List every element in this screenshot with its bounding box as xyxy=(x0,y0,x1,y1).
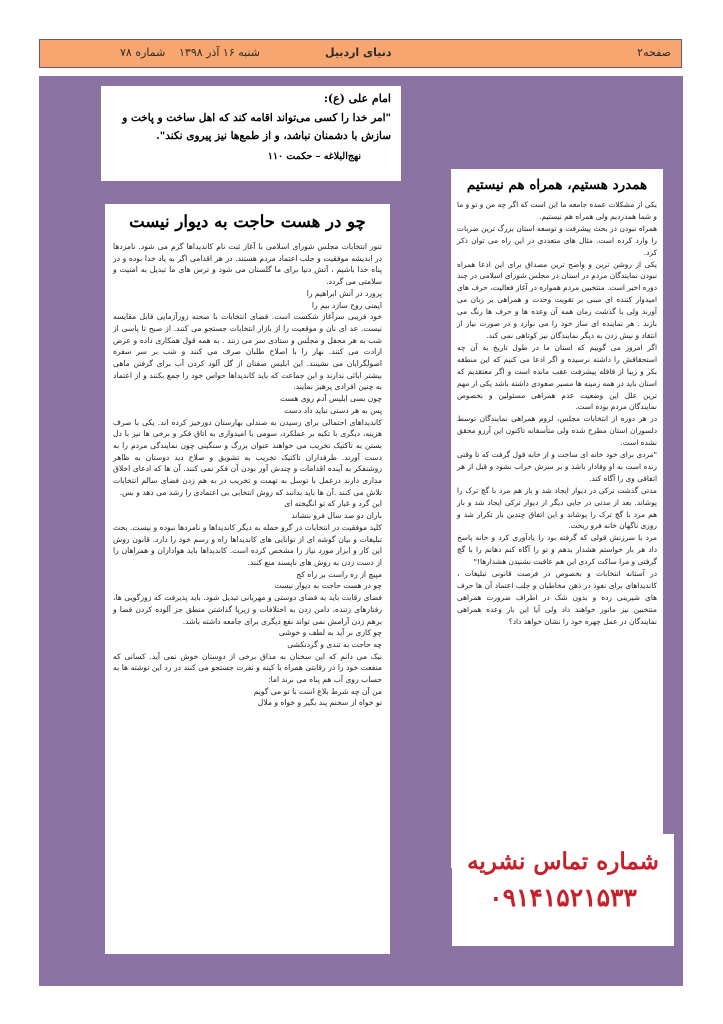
right-paragraph: مرد با سرزنش قولی که گرفته بود را یادآوری کرد و خانه پاسخ داد هر بار خواستم هشدار بدهم و تو را آگاه کنم دهانم را با گچ گرفتی و مرا ساکت کردی این هم عاقبت نشنیدن هشدارها!" xyxy=(457,533,657,567)
right-paragraph: در آستانه انتخابات و بخصوص در فرصت قانونی تبلیغات ، کاندیداهای برای نفوذ در ذهن مخاطبان و جلب اعتماد آن ها حرف های شیرینی زده و بدون شک در اطراف ضرورت همراهی منتخبین نیز مانور خواهند داد ولی آیا این بار وعده همراهی نمایندگان در عمل چهره خود را نشان خواهد داد؟ xyxy=(457,569,657,626)
right-article xyxy=(451,169,663,868)
left-paragraph: کلید موفقیت در انتخابات در گرو حمله به دیگر کاندیداها و نامزدها نبوده و نیست. بحث تبلیغات و بیان گوشه ای از توانایی های کاندیداها راه و رسم خود را دارد. قانون روش این کار و ابزار مورد نیاز را مشخص کرده است. کاندیداها باید هواداران و همراهان را از دست زدن به روش های ناپسند منع کنند. xyxy=(113,522,382,567)
left-paragraph: خود فریبی سرآغاز شکست است. فضای انتخابات با صحنه زورآزمایی قابل مقایسه نیست. عد ای نان و موقعیت را از بازار انتخابات جستجو می کنند. از صبح تا پاسی از شب به هر محفل و مجلس و ستادی سر می زنند . به همه قول همکاری داده و عرض ارادت می کنند. نهار را با اصلاح طلبان صرف می کنند و شب بر سر سفره اصولگرایان می نشینند. این ابلیس صفتان از گل آلود کردن آب برای گرفتن ماهی بیشتر ابائی ندارند و این جماعت که باید کاندیداها حواس خود را جمع بکنند و از اعتماد به چنین افرادی پرهیز نمایند. xyxy=(113,312,382,392)
right-paragraph: "مردی برای خود خانه ای ساخت و از خانه قول گرفت که تا وقتی زنده است به او وفادار باشد و بر سرش خراب نشود و قبل از هر اتفاقی وی را آگاه کند. xyxy=(457,450,657,483)
left-verse: باران دو صد سال فرو ننشاند xyxy=(291,511,382,521)
contact-title: شماره تماس نشریه xyxy=(467,848,659,875)
right-paragraph: همراه نبودن در بحث پیشرفت و توسعه استان بزرگ ترین ضربات را وارد کرده است. مثال های متعددی در این راه می توان ذکر کرد. xyxy=(457,223,657,257)
publication-title: دنیای اردبیل xyxy=(325,46,392,59)
issue-date: شنبه ۱۶ آذر ۱۳۹۸ xyxy=(179,46,260,59)
left-verse: چو کاری بر آید به لطف و خوشی xyxy=(278,628,382,638)
left-paragraph: تنور انتخابات مجلس شورای اسلامی با آغاز ثبت نام کاندیداها گرم می شود. نامزدها در اندیشه موفقیت و جلب اعتماد مردم هستند. در هر اقدامی اگر به یاد خدا بوده و در پناه خدا باشیم ، آتش دنیا برای ما گلستان می شود و ترس های ما تبدیل به امنیت و سلامتی می گردد. xyxy=(113,242,382,287)
left-verse: ایمنی روح سازد بیم را xyxy=(311,300,382,310)
right-paragraph: اگر امروز می گوییم که استان ما در طول تاریخ به آن چه استحقاقش را داشته نرسیده و اگر ادعا می کنیم که این منطقه بکر و زیبا از قافله پیشرفت عقب مانده است و اگر معتقدیم که استان باید در همه زمینه ها مسیر صعودی داشته باشد یکی از مهم ترین علل این وضعیت عدم همراهی مسئولین و بخصوص نمایندگان مردم بوده است. xyxy=(457,342,657,412)
left-paragraph: فضای رقابت باید به فضای دوستی و مهربانی تبدیل شود. باید پذیرفت که زورگویی ها، رفتارهای زننده، دامن زدن به اختلافات و زیرپا گذاشتن منطق جز آلوده کردن فضا و برهم زدن آرامش نمی تواند نفع دیگری برای جامعه داشته باشد. xyxy=(113,593,382,626)
contact-phone-number[interactable]: ۰۹۱۴۱۵۲۱۵۳۳ xyxy=(489,883,637,912)
left-verse: من آن چه شرط بلاغ است با تو می گویم xyxy=(253,686,382,696)
left-verse: این گرد و غبار که تو انگیخته ای xyxy=(284,499,382,509)
page-header xyxy=(39,39,682,68)
left-verse: چه حاجت به تندی و گردنکشی xyxy=(287,639,382,649)
left-verse: پرورد در آتش ابراهیم را xyxy=(306,288,382,298)
left-verse: چون بسی ابلیس آدم روی هست xyxy=(280,394,382,404)
left-paragraph: نیک می دانم که این سخنان به مذاق برخی از دوستان خوش نمی آید. کسانی که منفعت خود را در رقابتی همراه با کینه و نفرت جستجو می کنند در رد این نوشته ها به حساب روی آب هم پناه می برند اما: xyxy=(113,651,382,685)
left-verse: تو خواه از سخنم پند بگیر و خواه و ملال xyxy=(257,698,382,708)
right-paragraph: یکی از روشن ترین و واضح ترین مصداق برای این ادعا همراه نبودن نمایندگان مردم در استان در مجلس شورای اسلامی در چند دوره اخیر است. منتخبین مردم همواره در آغاز فعالیت، حرف های امیدوار کننده ای مبنی بر تقویت وحدت و همراهی بر زبان می آورند ولی با گذشت زمان همه آن وعده ها و حرف ها رنگ می بازند . هر نماینده ای ساز خود را می نوازد و در صورت نیاز از انتقاد و نیش زدن به دیگر نمایندگان نیز کوتاهی نمی کند. xyxy=(457,259,657,340)
page-frame xyxy=(39,76,683,986)
right-paragraph: در هر دوره از انتخابات مجلس، لزوم همراهی نمایندگان توسط دلسوزان استان مطرح شده ولی متأسفانه تاکنون این آرزو محقق نشده است. xyxy=(457,414,657,448)
quote-source: نهج‌البلاغه – حکمت ۱۱۰ xyxy=(267,151,361,162)
right-paragraph: یکی از مشکلات عمده جامعه ما این است که اگر چه من و تو و ما و شما همدردیم ولی همراه هم نیستیم. xyxy=(457,200,657,221)
left-paragraph: کاندیداهای احتمالی برای رسیدن به صندلی بهارستان دورخیز کرده اند. یکی با صرف هزینه، دیگری با تکیه بر عملکرد، سومی با امیدواری به اتاق فکر و برخی ها نیز با دل بستن به تاکتیک تخریب می خواهند عنوان بزرگ و سنگینی چون نمایندگی مردم را به دست آورند. طرفداران تاکتیک تخریب به تشویق و صلاح دید دوستان به ظاهر روشنفکر به آینده اقدامات و چندش آور بودن آن فکر نمی کنند. آن ها که ادعای اخلاق مداری دارند درعمل با توسل به تهمت و تخریب در به هم زدن فضای سالم انتخابات تلاش می کنند .آن ها باید بدانند که روش انتخابی بی اعتمادی را رشد می دهد و بس. xyxy=(113,417,382,497)
quote-author: امام علی (ع): xyxy=(323,92,391,105)
left-verse: چو در هست حاجت به دیوار نیست xyxy=(274,581,382,591)
left-verse: مپیچ از ره راست بر راه کج xyxy=(296,569,382,579)
issue-number: شماره ۷۸ xyxy=(120,46,166,59)
page-number: صفحه۲ xyxy=(637,46,671,59)
left-article xyxy=(105,204,390,954)
right-paragraph: مدتی گذشت ترکی در دیوار ایجاد شد و باز هم مرد با گچ ترک را پوشاند. بعد از مدتی در جایی دیگر از دیوار ترکی ایجاد شد و باز هم مرد با گچ ترک را پوشاند و این اتفاق چندین بار تکرار شد و روزی ناگهان خانه فرو ریخت. xyxy=(457,485,657,531)
contact-box xyxy=(452,834,674,946)
quote-box xyxy=(101,86,401,181)
quote-text: "امر خدا را کسی می‌تواند اقامه کند که اهل ساخت و پاخت و سازش با دشمنان نباشد، و از طمع‌ها نیز پیروی نکند". xyxy=(122,112,391,142)
right-article-title: همدرد هستیم، همراه هم نیستیم xyxy=(466,177,648,193)
left-verse: پس به هر دستی نباید داد دست xyxy=(284,405,382,415)
left-article-title: چو در هست حاجت به دیوار نیست xyxy=(129,212,366,231)
